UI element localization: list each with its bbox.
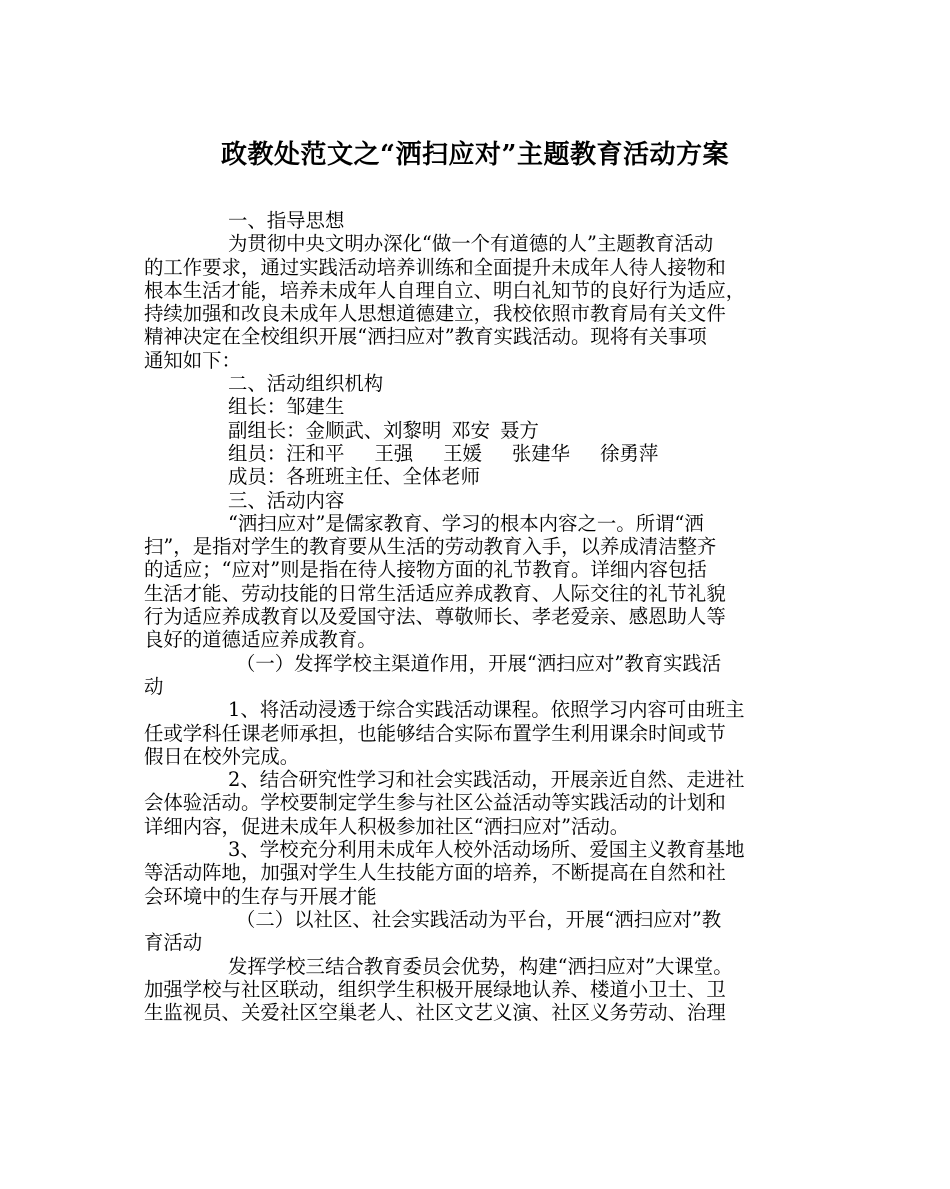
paragraph-line: 2、结合研究性学习和社会实践活动，开展亲近自然、走进社 <box>228 768 745 792</box>
member-name: 王强 <box>374 441 414 465</box>
paragraph-line: “洒扫应对”是儒家教育、学习的根本内容之一。所谓“洒 <box>228 511 704 535</box>
member-name: 王媛 <box>443 441 482 465</box>
paragraph-line: 生监视员、关爱社区空巢老人、社区文艺义演、社区义务劳动、治理 <box>144 1001 726 1025</box>
section-heading: 三、活动内容 <box>228 488 345 512</box>
paragraph-line: 加强学校与社区联动，组织学生积极开展绿地认养、楼道小卫士、卫 <box>144 977 726 1001</box>
paragraph-line: 的适应；“应对”则是指在待人接物方面的礼节教育。详细内容包括 <box>144 558 707 582</box>
paragraph-line: 任或学科任课老师承担，也能够结合实际布置学生利用课余时间或节 <box>144 721 726 745</box>
paragraph-line: 持续加强和改良未成年人思想道德建立，我校依照市教育局有关文件 <box>144 302 726 326</box>
members-line <box>144 442 844 465</box>
paragraph-line: 会体验活动。学校要制定学生参与社区公益活动等实践活动的计划和 <box>144 791 726 815</box>
paragraph-line: 假日在校外完成。 <box>144 744 300 768</box>
paragraph-line: 生活才能、劳动技能的日常生活适应养成教育、人际交往的礼节礼貌 <box>144 581 726 605</box>
members-label: 组员：汪和平 <box>228 441 345 465</box>
paragraph-line: 为贯彻中央文明办深化“做一个有道德的人”主题教育活动 <box>228 232 714 256</box>
paragraph-line: 通知如下： <box>144 348 241 372</box>
paragraph-line: 行为适应养成教育以及爱国守法、尊敬师长、孝老爱亲、感恩助人等 <box>144 605 726 629</box>
deputy-name: 聂方 <box>500 418 539 442</box>
section-heading: 一、指导思想 <box>228 209 345 232</box>
deputy-name: 邓安 <box>451 418 491 442</box>
paragraph-line: 良好的道德适应养成教育。 <box>144 628 377 652</box>
member-name: 徐勇萍 <box>600 441 659 465</box>
deputy-leader-line <box>144 419 844 442</box>
section-heading: 二、活动组织机构 <box>228 372 384 396</box>
paragraph-line: 等活动阵地，加强对学生人生技能方面的培养，不断提高在自然和社 <box>144 861 726 885</box>
document-body <box>144 209 844 1024</box>
paragraph-line: 3、学校充分利用未成年人校外活动场所、爱国主义教育基地 <box>228 838 745 862</box>
paragraph-line: 扫”，是指对学生的教育要从生活的劳动教育入手，以养成清洁整齐 <box>144 535 717 559</box>
paragraph-line: 会环境中的生存与开展才能 <box>144 884 377 908</box>
subsection-heading: （二）以社区、社会实践活动为平台，开展“洒扫应对”教 <box>236 907 722 931</box>
paragraph-line: 发挥学校三结合教育委员会优势，构建“洒扫应对”大课堂。 <box>228 954 733 978</box>
paragraph-line: 根本生活才能，培养未成年人自理自立、明白礼知节的良好行为适应， <box>144 278 746 302</box>
paragraph-line: 详细内容，促进未成年人积极参加社区“洒扫应对”活动。 <box>144 814 630 838</box>
paragraph-line: 精神决定在全校组织开展“洒扫应对”教育实践活动。现将有关事项 <box>144 325 707 349</box>
staff-line: 成员：各班班主任、全体老师 <box>228 465 481 489</box>
document-title: 政教处范文之“洒扫应对”主题教育活动方案 <box>221 140 729 170</box>
deputy-leader-names: 副组长：金顺武、刘黎明 <box>228 418 442 442</box>
subsection-heading-cont: 育活动 <box>144 931 203 955</box>
paragraph-line: 1、将活动浸透于综合实践活动课程。依照学习内容可由班主 <box>228 698 745 722</box>
subsection-heading: （一）发挥学校主渠道作用，开展“洒扫应对”教育实践活 <box>236 651 722 675</box>
subsection-heading-cont: 动 <box>144 674 164 698</box>
leader-line: 组长：邹建生 <box>228 395 345 419</box>
member-name: 张建华 <box>511 441 571 465</box>
paragraph-line: 的工作要求，通过实践活动培养训练和全面提升未成年人待人接物和 <box>144 255 726 279</box>
